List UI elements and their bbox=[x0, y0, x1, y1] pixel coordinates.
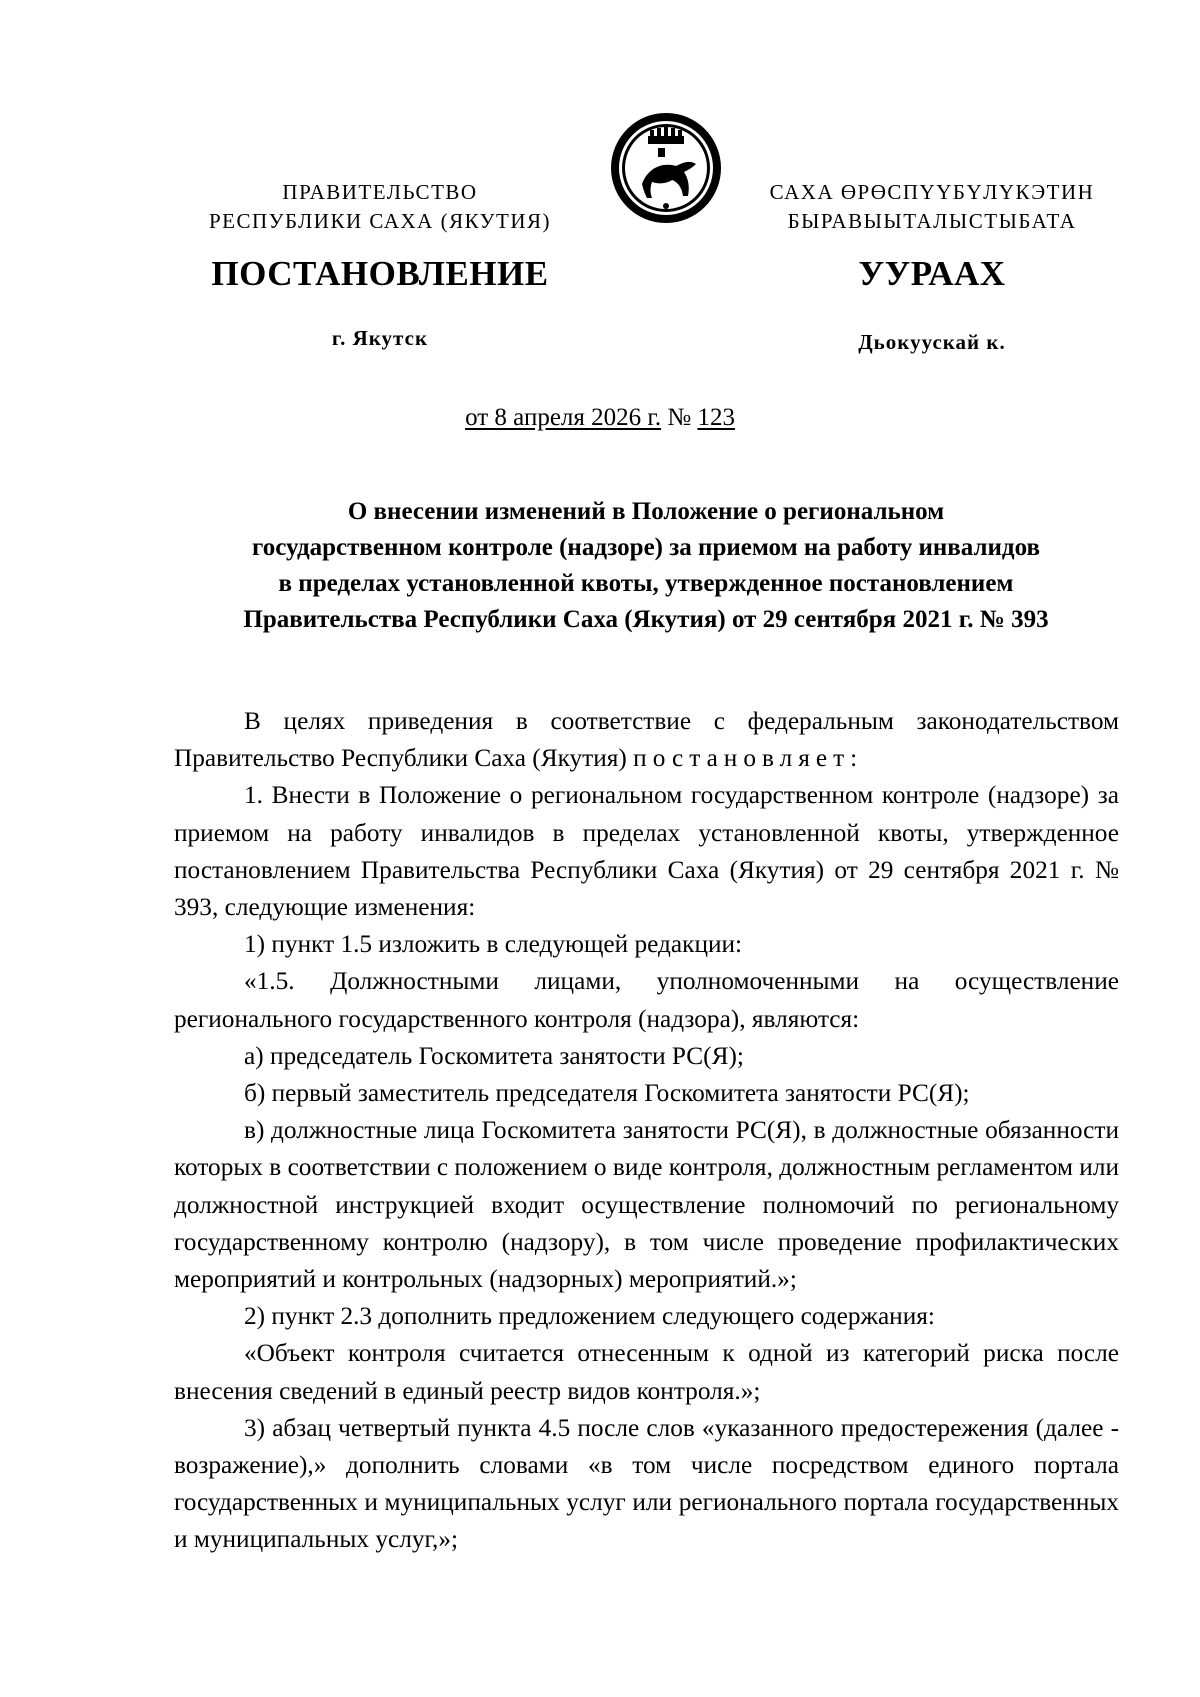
date-prefix: от bbox=[465, 404, 495, 431]
date-value: 8 апреля 2026 г. bbox=[494, 404, 662, 431]
paragraph-subitem-3: 3) абзац четвертый пункта 4.5 после слов «указанного предостережения (далее - возражение),» дополнить словами «в том числе посредством единого портала государственных и муниципальных услуг или регионального портала государственных и муниципальных услуг,»; bbox=[174, 1413, 1119, 1554]
header-right-line-1: САХА ӨРӨСПҮҮБҮЛҮКЭТИН bbox=[769, 180, 1095, 204]
header-left-authority bbox=[170, 178, 590, 236]
header-left-line-1: ПРАВИТЕЛЬСТВО bbox=[282, 180, 478, 204]
city-name: г. Якутск bbox=[331, 326, 429, 350]
city-name-sakha: Дьокуускай к. bbox=[858, 330, 1006, 354]
paragraph-risk-category: «Объект контроля считается отнесенным к одной из категорий риска после внесения сведений в единый реестр видов контроля.»; bbox=[174, 1339, 1119, 1405]
coat-of-arms-icon bbox=[608, 110, 724, 226]
paragraph-subitem-2: 2) пункт 2.3 дополнить предложением следующего содержания: bbox=[244, 1302, 935, 1331]
paragraph-clause-a: а) председатель Госкомитета занятости РС(Я); bbox=[244, 1041, 744, 1070]
document-type-title-sakha: УУРААХ bbox=[858, 254, 1006, 293]
number-sign: № bbox=[661, 404, 698, 431]
preamble-text: В целях приведения в соответствие с федеральным законодательством Правительство Республики Саха (Якутия) bbox=[174, 707, 1119, 773]
document-title-line-3: в пределах установленной квоты, утвержденное постановлением bbox=[278, 570, 1014, 597]
paragraph-clause-1-5: «1.5. Должностными лицами, уполномоченными на осуществление регионального государственного контроля (надзора), являются: bbox=[174, 967, 1119, 1033]
preamble-decree-word: постановляет: bbox=[633, 744, 864, 773]
paragraph-item-1: 1. Внести в Положение о региональном государственном контроле (надзоре) за приемом на работу инвалидов в пределах установленной квоты, утвержденное постановлением Правительства Республики Саха (Якутия) от 29 сентября 2021 г. № 393, следующие изменения: bbox=[174, 781, 1119, 922]
paragraph-preamble bbox=[174, 703, 1119, 777]
header-left-line-2: РЕСПУБЛИКИ САХА (ЯКУТИЯ) bbox=[208, 209, 552, 233]
header-right-line-2: БЫРАВЫЫТАЛЫСТЫБАТА bbox=[787, 209, 1077, 233]
paragraph-clause-b: б) первый заместитель председателя Госкомитета занятости РС(Я); bbox=[244, 1079, 970, 1108]
document-body bbox=[174, 703, 1119, 1559]
document-title-line-2: государственном контроле (надзоре) за приемом на работу инвалидов bbox=[252, 534, 1040, 561]
coat-of-arms-emblem bbox=[608, 110, 724, 226]
document-title-line-1: О внесении изменений в Положение о региональном bbox=[347, 498, 945, 525]
document-number: 123 bbox=[697, 404, 735, 431]
header-right-authority bbox=[742, 178, 1122, 236]
paragraph-subitem-1: 1) пункт 1.5 изложить в следующей редакции: bbox=[244, 930, 743, 959]
document-title bbox=[160, 494, 1132, 638]
document-title-line-4: Правительства Республики Саха (Якутия) от 29 сентября 2021 г. № 393 bbox=[243, 606, 1049, 633]
paragraph-clause-v: в) должностные лица Госкомитета занятости РС(Я), в должностные обязанности которых в соответствии с положением о виде контроля, должностным регламентом или должностной инструкцией входит осуществление полномочий по региональному государственному контролю (надзору), в том числе проведение профилактических мероприятий и контрольных (надзорных) мероприятий.»; bbox=[174, 1116, 1119, 1294]
document-type-title: ПОСТАНОВЛЕНИЕ bbox=[211, 254, 549, 293]
date-number-line bbox=[0, 404, 1200, 432]
